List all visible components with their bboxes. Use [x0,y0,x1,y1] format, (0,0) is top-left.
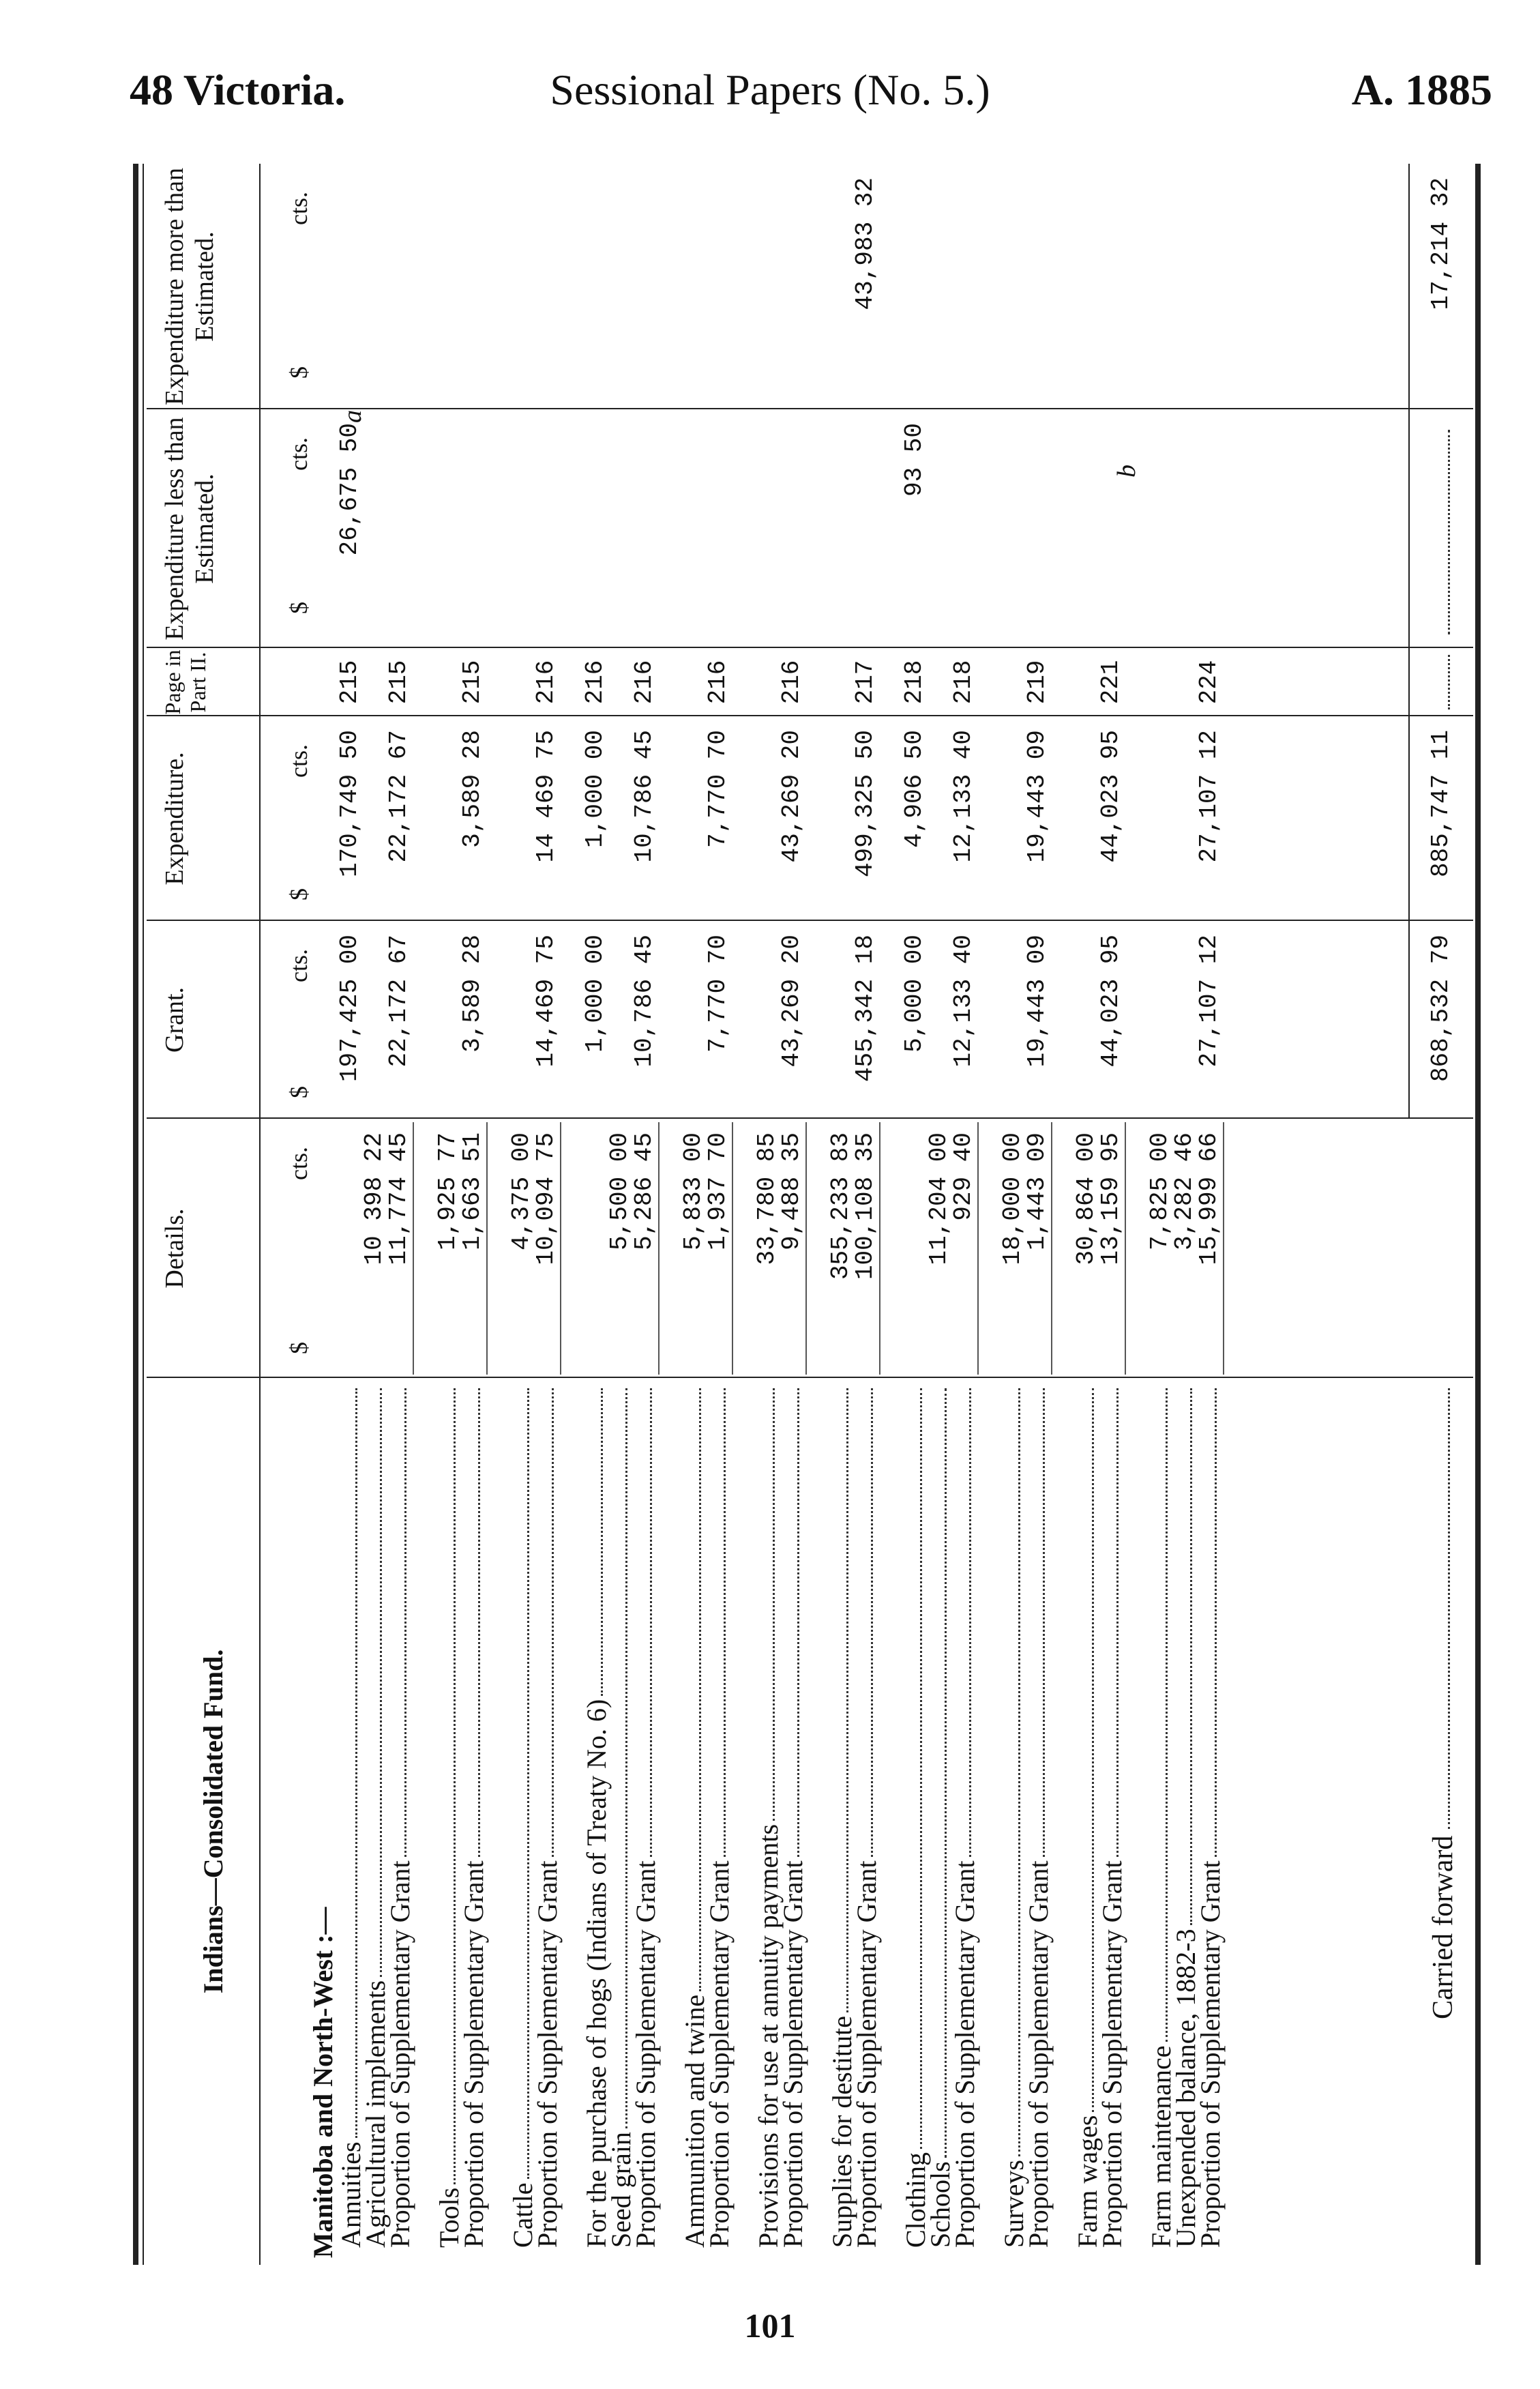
grant-cell: 197,425 00 [336,935,364,1083]
expenditure-cell: 44,023 95 [1097,730,1125,863]
leader-dots [1215,1388,1217,1857]
details-cell: 355,233 83 [827,1132,855,1280]
grant-cell: 7,770 70 [704,935,732,1053]
row-label: Proportion of Supplementary Grant [385,1860,415,2248]
section-heading: Manitoba and North-West :— [308,1907,338,2258]
row-label: Proportion of Supplementary Grant [1097,1860,1127,2248]
row-label: Proportion of Supplementary Grant [949,1860,980,2248]
header-details: Details. [160,1208,189,1289]
expenditure-cell: 43,269 20 [778,730,805,863]
cents-label: cts. [285,949,312,982]
group-sum-rule [805,1122,807,1375]
page-number: 101 [744,2306,796,2345]
header-session: 48 Victoria. [130,65,346,114]
details-cell: 18,000 00 [998,1132,1026,1265]
table-rule-top [133,164,138,2265]
leader-dots [699,1388,701,1991]
leader-dots [797,1388,799,1857]
grant-cell: 19,443 09 [1023,935,1051,1068]
details-cell: 5,286 45 [630,1132,658,1250]
page-cell: 215 [458,660,486,705]
header-year: A. 1885 [1351,65,1492,114]
row-label: Schools [925,2161,956,2248]
grant-cell: 1,000 00 [581,935,609,1053]
page-cell: 216 [778,660,805,705]
row-label: Agricultural implements [360,1980,391,2248]
grant-cell: 27,107 12 [1195,935,1223,1068]
dollar-sign: $ [285,602,312,614]
details-cell: 15,999 66 [1195,1132,1223,1265]
expenditure-cell: 3,589 28 [458,730,486,848]
leader-dots [920,1388,922,2149]
row-label: Surveys [998,2160,1029,2248]
row-label: Tools [434,2187,464,2248]
leader-dots [1448,655,1450,709]
details-cell: 10,094 75 [532,1132,560,1265]
dollar-sign: $ [285,1086,312,1098]
details-cell: 10 398 22 [360,1132,388,1265]
footnote-mark-b: b [1112,465,1141,478]
leader-dots [625,1388,627,2128]
expenditure-cell: 499,325 50 [851,730,879,878]
leader-dots [945,1388,947,2158]
row-label: Proportion of Supplementary Grant [851,1860,882,2248]
total-rule [1408,164,1410,1119]
leader-dots [650,1388,652,1857]
group-sum-rule [413,1122,414,1375]
details-cell: 1,663 51 [458,1132,486,1250]
details-cell: 11,204 00 [925,1132,953,1265]
details-cell: 7,825 00 [1146,1132,1174,1250]
page-cell: 215 [336,660,364,705]
leader-dots [1190,1388,1192,1925]
header-less-than-estimated: Expenditure less than Estimated. [160,417,219,641]
grant-cell: 43,269 20 [778,935,805,1068]
page-cell: 219 [1023,660,1051,705]
grant-cell: 10,786 45 [630,935,658,1068]
page-cell: 217 [851,660,879,705]
grant-cell: 5,000 00 [900,935,928,1053]
details-cell: 5,500 00 [606,1132,634,1250]
leader-dots [969,1388,971,1857]
expenditure-cell: 19,443 09 [1023,730,1051,863]
cents-label: cts. [285,192,312,225]
leader-dots [380,1388,382,1977]
group-sum-rule [486,1122,488,1375]
leader-dots [1092,1388,1094,2112]
leader-dots [846,1388,848,2012]
grant-cell: 44,023 95 [1097,935,1125,1068]
expenditure-cell: 4,906 50 [900,730,928,848]
column-rule [147,1377,1473,1378]
rotated-table [133,164,1497,2265]
header-page: Page in Part II. [160,649,210,715]
total-label: Carried forward [1427,1835,1459,2019]
total-grant: 868,532 79 [1427,935,1455,1083]
cents-label: cts. [285,744,312,778]
row-label: Proportion of Supplementary Grant [778,1860,808,2248]
leader-dots [454,1388,456,2184]
page-cell: 216 [704,660,732,705]
page-cell: 224 [1195,660,1223,705]
page-cell: 216 [630,660,658,705]
leader-dots [1043,1388,1045,1857]
expenditure-cell: 7,770 70 [704,730,732,848]
row-label: Provisions for use at annuity payments [753,1823,784,2248]
details-cell: 1,937 70 [704,1132,732,1250]
row-label: Proportion of Supplementary Grant [630,1860,661,2248]
leader-dots [773,1388,775,1821]
row-label: Farm wages [1072,2115,1103,2248]
dollar-sign: $ [285,888,312,900]
header-expenditure: Expenditure. [160,752,189,885]
details-cell: 3,282 46 [1170,1132,1198,1250]
grant-cell: 3,589 28 [458,935,486,1053]
page-cell: 216 [532,660,560,705]
details-cell: 30,864 00 [1072,1132,1100,1265]
details-cell: 1,925 77 [434,1132,462,1250]
leader-dots [404,1388,406,1857]
header-particulars: Indians—Consolidated Fund. [198,1649,228,1994]
leader-dots [724,1388,726,1857]
row-label: Proportion of Supplementary Grant [1195,1860,1226,2248]
row-label: Unexpended balance, 1882-3 [1170,1929,1201,2248]
table-header-rule [259,164,261,2265]
expenditure-cell: 10,786 45 [630,730,658,863]
less-than-cell: 26,675 50 [336,423,364,556]
details-cell: 100,108 35 [851,1132,879,1280]
details-cell: 33,780 85 [753,1132,781,1265]
details-cell: 9,488 35 [778,1132,805,1250]
expenditure-cell: 27,107 12 [1195,730,1223,863]
dollar-sign: $ [285,366,312,379]
total-expenditure: 885,747 11 [1427,730,1455,878]
leader-dots [552,1388,554,1857]
expenditure-cell: 14 469 75 [532,730,560,863]
grant-cell: 22,172 67 [385,935,413,1068]
group-sum-rule [977,1122,979,1375]
leader-dots [355,1388,357,2138]
row-label: Supplies for destitute [827,2016,857,2248]
table-rule-top-inner [143,164,144,2265]
expenditure-cell: 170,749 50 [336,730,364,878]
total-more-than: 17,214 32 [1427,177,1455,310]
grant-cell: 12,133 40 [949,935,977,1068]
row-label: Farm maintenance [1146,2045,1176,2248]
footnote-mark-a: a [338,410,367,423]
leader-dots [1448,1388,1450,1829]
details-cell: 13,159 95 [1097,1132,1125,1265]
column-rule [147,408,1473,409]
leader-dots [527,1388,529,2179]
page-cell: 218 [900,660,928,705]
details-cell: 1,443 09 [1023,1132,1051,1250]
page-cell: 221 [1097,660,1125,705]
row-label: Proportion of Supplementary Grant [458,1860,489,2248]
leader-dots [1448,430,1450,634]
leader-dots [1116,1388,1119,1857]
row-label: For the purchase of hogs (Indians of Treaty No. 6) [581,1699,612,2248]
row-label: Clothing [900,2152,931,2248]
leader-dots [1018,1388,1020,2156]
row-label: Proportion of Supplementary Grant [704,1860,735,2248]
row-label: Ammunition and twine [679,1994,710,2248]
leader-dots [601,1388,603,1696]
more-than-cell: 43,983 32 [851,177,879,310]
cents-label: cts. [285,1147,312,1180]
group-sum-rule [732,1122,733,1375]
leader-dots [871,1388,873,1857]
row-label: Cattle [507,2182,538,2248]
grant-cell: 14,469 75 [532,935,560,1068]
header-title: Sessional Papers (No. 5.) [550,65,990,114]
dollar-sign: $ [285,1342,312,1354]
page-cell: 216 [581,660,609,705]
row-label: Annuities [336,2141,366,2248]
group-sum-rule [1125,1122,1126,1375]
row-label: Seed grain [606,2132,636,2248]
row-label: Proportion of Supplementary Grant [532,1860,563,2248]
details-cell: 929 40 [949,1132,977,1221]
group-sum-rule [879,1122,880,1375]
details-cell: 5,833 00 [679,1132,707,1250]
page-cell: 215 [385,660,413,705]
header-more-than-estimated: Expenditure more than Estimated. [160,167,219,406]
group-sum-rule [658,1122,660,1375]
details-cell: 4,375 00 [507,1132,535,1250]
group-sum-rule [560,1122,561,1375]
details-cell: 11,774 45 [385,1132,413,1265]
cents-label: cts. [285,437,312,471]
grant-cell: 455,342 18 [851,935,879,1083]
table-rule-bottom [1475,164,1481,2265]
expenditure-cell: 22,172 67 [385,730,413,863]
group-sum-rule [1223,1122,1224,1375]
row-label: Proportion of Supplementary Grant [1023,1860,1054,2248]
leader-dots [478,1388,480,1857]
header-grant: Grant. [160,986,189,1053]
expenditure-cell: 12,133 40 [949,730,977,863]
less-than-cell: 93 50 [900,423,928,497]
page-cell: 218 [949,660,977,705]
leader-dots [1166,1388,1168,2042]
expenditure-cell: 1,000 00 [581,730,609,848]
group-sum-rule [1051,1122,1052,1375]
